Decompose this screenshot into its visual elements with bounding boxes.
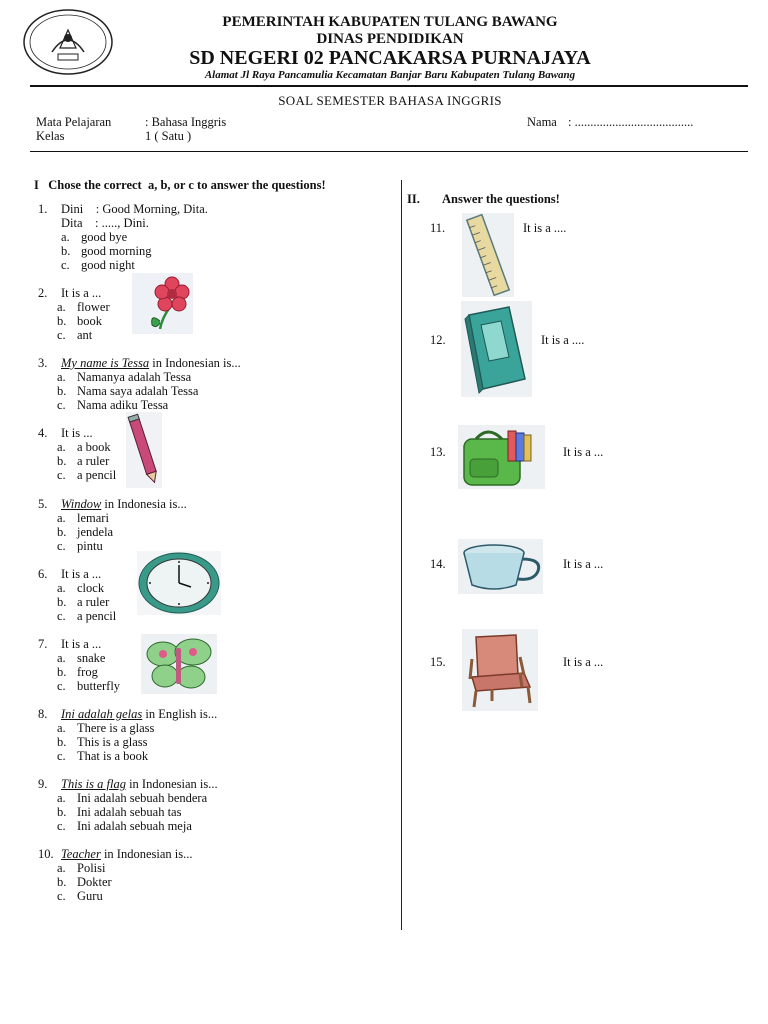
q11-number: 11.: [430, 221, 446, 235]
q1-option-c: good night: [81, 258, 135, 272]
q6-option-b: a ruler: [77, 595, 110, 609]
q13-text: It is a ...: [563, 445, 604, 459]
ruler-picture: [462, 213, 514, 297]
q3-option-a: Namanya adalah Tessa: [77, 370, 192, 384]
q5-stem-italic: Window: [61, 497, 102, 511]
q4-option-c: a pencil: [77, 468, 117, 482]
q12-number: 12.: [430, 333, 446, 347]
q2-option-a: flower: [77, 300, 110, 314]
q1-line1: Dini : Good Morning, Dita.: [61, 202, 208, 216]
header-line2: DINAS PENDIDIKAN: [316, 31, 464, 47]
q10-options: a. Polisi b. Dokter c. Guru: [57, 861, 112, 903]
q2-option-c: ant: [77, 328, 93, 342]
q4-option-a: a book: [77, 440, 111, 454]
exam-title: SOAL SEMESTER BAHASA INGGRIS: [278, 93, 502, 108]
q9-option-c: Ini adalah sebuah meja: [77, 819, 192, 833]
q2-number: 2.: [38, 286, 48, 300]
q12-text: It is a ....: [541, 333, 585, 347]
q14-number: 14.: [430, 557, 446, 571]
clock-picture: [137, 551, 221, 615]
q1-options: a. good bye b. good morning c. good night: [61, 230, 152, 272]
q8-stem-rest: in English is...: [142, 707, 218, 721]
q14-text: It is a ...: [563, 557, 604, 571]
q10-stem: [61, 847, 193, 861]
q7-options: a. snake b. frog c. butterfly: [57, 651, 121, 693]
q10-option-b: Dokter: [77, 875, 112, 889]
q3-stem-italic: My name is Tessa: [61, 356, 150, 370]
subject-label: Mata Pelajaran: [36, 115, 112, 129]
q4-stem: It is ...: [61, 426, 93, 440]
q1-option-a: good bye: [81, 230, 128, 244]
school-name: SD NEGERI 02 PANCAKARSA PURNAJAYA: [189, 47, 591, 69]
q10-number: 10.: [38, 847, 54, 861]
q11-text: It is a ....: [523, 221, 567, 235]
q6-option-c: a pencil: [77, 609, 117, 623]
school-address: Alamat Jl Raya Pancamulia Kecamatan Banjar Baru Kabupaten Tulang Bawang: [204, 69, 576, 81]
q1-line2: Dita : ....., Dini.: [61, 216, 149, 230]
q7-stem: It is a ...: [61, 637, 102, 651]
class-value: 1 ( Satu ): [145, 129, 192, 143]
q8-option-a: There is a glass: [77, 721, 155, 735]
section2-number: II.: [407, 192, 420, 206]
q5-option-a: lemari: [77, 511, 109, 525]
q7-number: 7.: [38, 637, 48, 651]
q10-stem-italic: Teacher: [61, 847, 101, 861]
q9-number: 9.: [38, 777, 48, 791]
q5-stem-rest: in Indonesia is...: [101, 497, 187, 511]
q3-stem: [61, 356, 241, 370]
q6-options: a. clock b. a ruler c. a pencil: [57, 581, 117, 623]
q8-option-c: That is a book: [77, 749, 149, 763]
q10-option-a: Polisi: [77, 861, 106, 875]
q5-stem: [61, 497, 187, 511]
subject-value: : Bahasa Inggris: [145, 115, 227, 129]
q9-options: a. Ini adalah sebuah bendera b. Ini adalah sebuah tas c. Ini adalah sebuah meja: [57, 791, 208, 833]
q3-option-b: Nama saya adalah Tessa: [77, 384, 199, 398]
bag-picture: [458, 425, 545, 489]
butterfly-picture: [141, 634, 217, 694]
column-divider: [401, 180, 402, 930]
q2-stem: It is a ...: [61, 286, 102, 300]
q3-number: 3.: [38, 356, 48, 370]
q8-stem: [61, 707, 217, 721]
pencil-picture: [126, 412, 162, 488]
q7-option-b: frog: [77, 665, 98, 679]
name-value: : ......................................: [568, 115, 694, 129]
class-label: Kelas: [36, 129, 65, 143]
q4-number: 4.: [38, 426, 48, 440]
q1-number: 1.: [38, 202, 48, 216]
q9-option-b: Ini adalah sebuah tas: [77, 805, 182, 819]
q1-option-b: good morning: [81, 244, 152, 258]
q9-option-a: Ini adalah sebuah bendera: [77, 791, 208, 805]
q7-option-a: snake: [77, 651, 106, 665]
q2-option-b: book: [77, 314, 102, 328]
q8-options: a. There is a glass b. This is a glass c. That is a book: [57, 721, 155, 763]
section2-title: Answer the questions!: [442, 192, 560, 206]
q15-number: 15.: [430, 655, 446, 669]
q9-stem-italic: This is a flag: [61, 777, 126, 791]
book-picture: [461, 301, 532, 397]
q5-option-c: pintu: [77, 539, 103, 553]
q8-stem-italic: Ini adalah gelas: [61, 707, 143, 721]
q8-option-b: This is a glass: [77, 735, 148, 749]
chair-picture: [462, 629, 538, 711]
q8-number: 8.: [38, 707, 48, 721]
q5-number: 5.: [38, 497, 48, 511]
q5-option-b: jendela: [77, 525, 114, 539]
q10-stem-rest: in Indonesian is...: [100, 847, 193, 861]
header-line1: PEMERINTAH KABUPATEN TULANG BAWANG: [222, 14, 558, 30]
section1-title: I Chose the correct a, b, or c to answer the questions!: [34, 178, 326, 192]
meta-rule: [30, 151, 748, 152]
q6-number: 6.: [38, 567, 48, 581]
q7-option-c: butterfly: [77, 679, 121, 693]
q15-text: It is a ...: [563, 655, 604, 669]
q3-options: a. Namanya adalah Tessa b. Nama saya adalah Tessa c. Nama adiku Tessa: [57, 370, 199, 412]
q3-option-c: Nama adiku Tessa: [77, 398, 169, 412]
q9-stem: [61, 777, 218, 791]
q9-stem-rest: in Indonesian is...: [125, 777, 218, 791]
q4-options: a. a book b. a ruler c. a pencil: [57, 440, 117, 482]
school-logo: [22, 8, 114, 76]
q4-option-b: a ruler: [77, 454, 110, 468]
cup-picture: [458, 539, 543, 594]
q2-options: a. flower b. book c. ant: [57, 300, 110, 342]
q3-stem-rest: in Indonesian is...: [149, 356, 241, 370]
header-rule: [30, 85, 748, 87]
name-label: Nama: [527, 115, 557, 129]
q10-option-c: Guru: [77, 889, 103, 903]
q6-option-a: clock: [77, 581, 105, 595]
q6-stem: It is a ...: [61, 567, 102, 581]
q13-number: 13.: [430, 445, 446, 459]
q5-options: a. lemari b. jendela c. pintu: [57, 511, 114, 553]
flower-picture: [132, 273, 193, 334]
